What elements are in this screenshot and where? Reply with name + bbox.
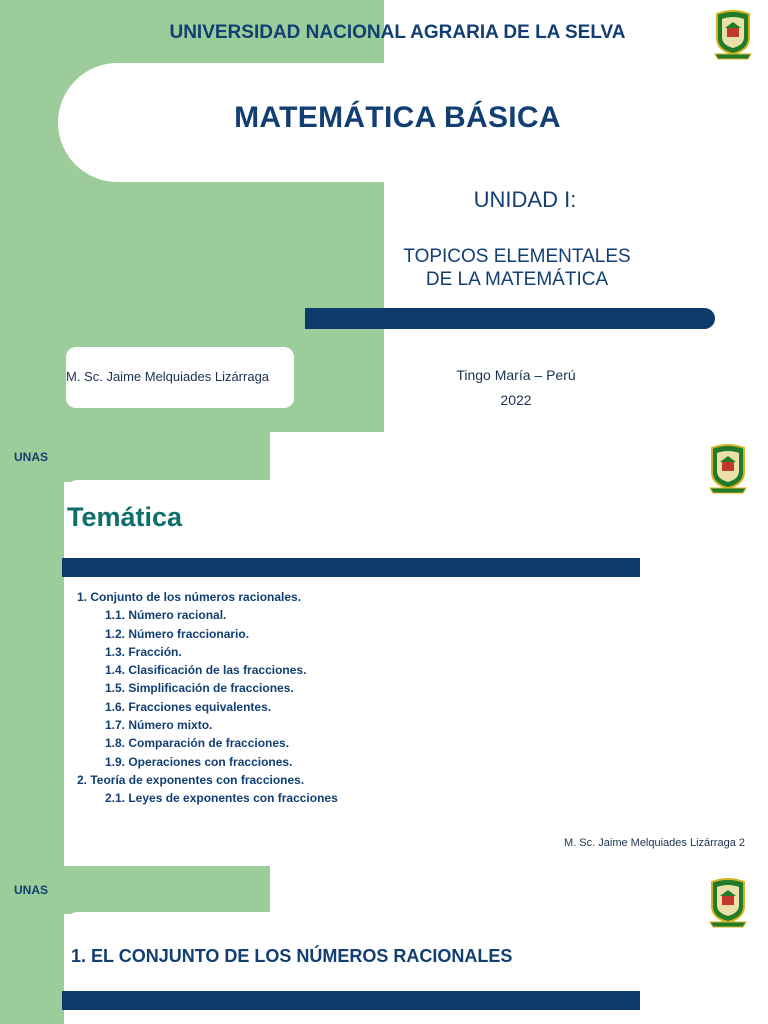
green-side-strip (0, 482, 64, 866)
slide-heading: Temática (67, 502, 183, 532)
toc-item: 2.1. Leyes de exponentes con fracciones (105, 791, 338, 806)
divider-bar (305, 308, 715, 329)
header-label: UNAS (14, 883, 49, 897)
toc-item: 1.6. Fracciones equivalentes. (105, 699, 272, 714)
author-name: M. Sc. Jaime Melquiades Lizárraga (66, 369, 270, 384)
table-of-contents (77, 588, 497, 808)
course-title: MATEMÁTICA BÁSICA (234, 101, 561, 134)
toc-item: 2. Teoría de exponentes con fracciones. (77, 772, 305, 787)
slide-3-section (0, 866, 768, 1024)
university-crest-icon (713, 8, 753, 60)
toc-item: 1.9. Operaciones con fracciones. (105, 754, 293, 769)
header-label: UNAS (14, 450, 49, 464)
unit-topic (384, 245, 650, 291)
university-crest-icon (708, 442, 748, 494)
university-name: UNIVERSIDAD NACIONAL AGRARIA DE LA SELVA (169, 22, 626, 43)
toc-item: 1.2. Número fraccionario. (105, 626, 250, 641)
toc-item: 1.3. Fracción. (105, 644, 182, 659)
divider-bar (62, 558, 640, 577)
toc-item: 1.4. Clasificación de las fracciones. (105, 663, 307, 678)
location: Tingo María – Perú (456, 367, 576, 383)
toc-item: 1. Conjunto de los números racionales. (77, 590, 302, 604)
green-side-strip (0, 914, 64, 1024)
section-heading: 1. EL CONJUNTO DE LOS NÚMEROS RACIONALES (71, 946, 513, 966)
topic-line-1: TOPICOS ELEMENTALES (403, 246, 631, 267)
year: 2022 (500, 392, 532, 408)
white-corner-curve (64, 480, 270, 500)
toc-item: 1.8. Comparación de fracciones. (105, 736, 290, 751)
toc-item: 1.5. Simplificación de fracciones. (105, 681, 294, 696)
toc-item: 1.1. Número racional. (105, 608, 227, 623)
white-corner-curve (64, 912, 270, 932)
slide-footer: M. Sc. Jaime Melquiades Lizárraga 2 (564, 837, 745, 849)
slide-1-title (0, 0, 768, 432)
university-crest-icon (708, 876, 748, 928)
topic-line-2: DE LA MATEMÁTICA (425, 269, 609, 290)
slide-2-tematica (0, 432, 768, 866)
unit-label: UNIDAD I: (473, 187, 577, 212)
toc-item: 1.7. Número mixto. (105, 718, 213, 733)
divider-bar (62, 991, 640, 1010)
